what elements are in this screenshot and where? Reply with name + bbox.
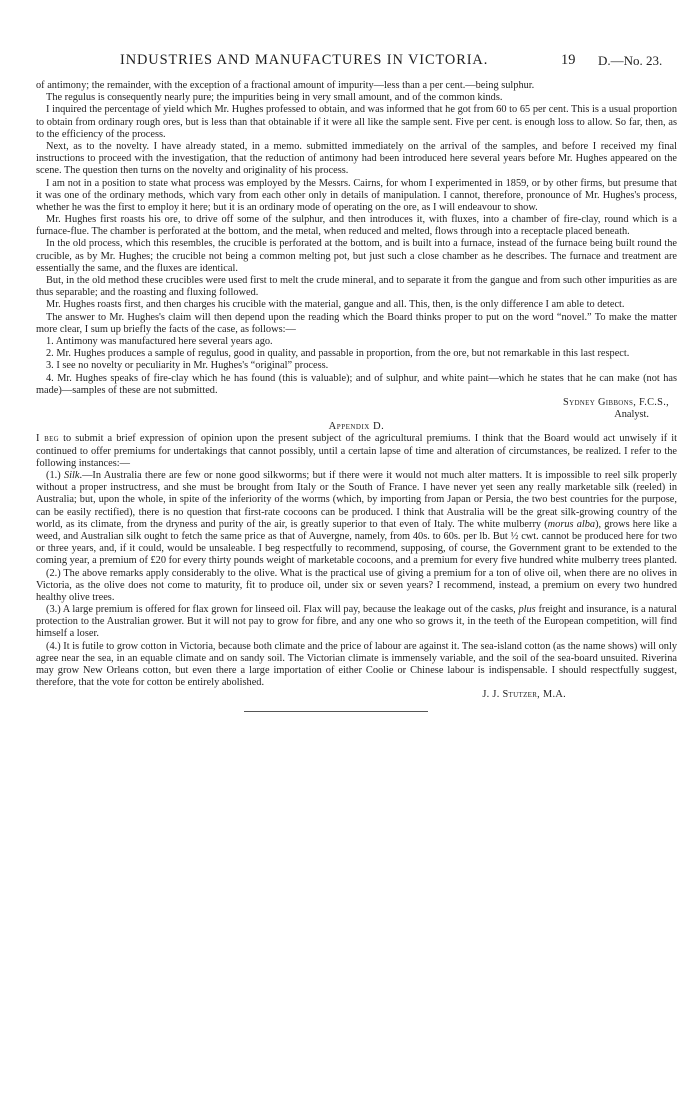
silk-text-1: .—In Australia there are few or none good silkworms; but if there were it would not much alter matters. It is impossible to reel silk properly without a proper instructress, and she must be brought from Italy or the South of France. I have never yet seen any really marketable silk (reeled) in Australia; but, upon the whole, in spite of the inferiority of the worms (which, by importing from Japan or Persia, the two best countries for the purpose, can be easily rectified), there is no question that first-rate cocoons can be produced. I think that Australia will be the great silk-growing country of the world, as its climate, from the dryness and purity of the air, is greatly superior to that even of Italy. The white mulberry (: [36, 470, 677, 530]
report-paragraph: But, in the old method these crucibles were used first to melt the crude mineral, and to separate it from the gangue and from such other impurities as are thus separable; and the roasting and fluxing followed.: [36, 275, 677, 299]
appendix-signature: [36, 689, 677, 701]
analyst-report: [36, 80, 677, 421]
appendix-signature-name: J. J. Stutzer, M.A.: [482, 689, 566, 701]
flax-plus: plus: [518, 604, 536, 616]
report-paragraph: Mr. Hughes roasts first, and then charges his crucible with the material, gangue and all. This, then, is the only difference I am able to detect.: [46, 299, 625, 311]
document-reference: D.—No. 23.: [598, 53, 663, 68]
appendix-intro: [36, 433, 677, 470]
report-paragraph: In the old process, which this resembles, the crucible is perforated at the bottom, and is built into a furnace, instead of the furnace being built round the crucible, as by Mr. Hughes; the crucible not being a common melting pot, but just such a close chamber as he describes. The furnace and treatment are essentially the same, and the fluxes are identical.: [36, 238, 677, 274]
analyst-signature: [36, 397, 677, 409]
appendix-d: [36, 421, 677, 711]
closing-rule: [244, 711, 428, 712]
silk-paragraph: [36, 470, 677, 568]
intro-lead-words: I beg: [36, 433, 60, 445]
report-paragraph: The regulus is consequently nearly pure; the impurities being in very small amount, and of the common kinds.: [46, 92, 503, 104]
report-paragraph: of antimony; the remainder, with the exception of a fractional amount of impurity—less than a per cent.—being sulphur.: [36, 80, 535, 91]
report-paragraph: I inquired the percentage of yield which Mr. Hughes professed to obtain, and was informed that he got from 60 to 65 per cent. This is a usual proportion to obtain from ordinary rough ores, but is less than that obtainable if it were all like the sample sent. Five per cent. is enough loss to allow. So far, then, as to the efficiency of the process.: [36, 104, 677, 140]
olive-paragraph: (2.) The above remarks apply considerably to the olive. What is the practical use of giving a premium for a ton of olive oil, when there are no olives in Victoria, as the olive does not come to maturity, fit to produce oil, under six or seven years? I recommend, instead, a premium on every two hundred healthy olive trees.: [36, 567, 677, 603]
report-paragraph: I am not in a position to state what process was employed by the Messrs. Cairns, for whom I experimented in 1859, or by other firms, but presume that it was one of the ordinary methods, which vary from each other only in details of manipulation. I cannot, therefore, pronounce of Mr. Hughes's process, whether he was the first to employ it here; but it is an ordinary mode of operating on the ore, as I will endeavour to show.: [36, 177, 677, 213]
summary-item: 3. I see no novelty or peculiarity in Mr. Hughes's “original” process.: [46, 360, 329, 372]
silk-number: (1.): [46, 470, 64, 481]
report-paragraph: The answer to Mr. Hughes's claim will then depend upon the reading which the Board thinks proper to put on the word “novel.” To make the matter more clear, I sum up briefly the facts of the case, as follows:—: [36, 311, 677, 335]
cotton-paragraph: (4.) It is futile to grow cotton in Victoria, because both climate and the price of labour are against it. The sea-island cotton (as the name shows) will only agree near the sea, in an equable climate and on sandy soil. The Victorian climate is immensely variable, and the soil of the sea-board unsuited. Riverina may grow New Orleans cotton, but even there a large importation of either Coolie or Chinese labour is indispensable. I should respectfully suggest, therefore, that the vote for cotton be entirely abolished.: [36, 640, 677, 689]
page-header: [120, 52, 700, 72]
summary-item: 2. Mr. Hughes produces a sample of regulus, good in quality, and passable in proportion, from the ore, but not remarkable in this last respect.: [46, 348, 630, 360]
intro-text: to submit a brief expression of opinion upon the present subject of the agricultural premiums. I think that the Board would act unwisely if it continued to offer premiums for undertakings that cannot possibly, until a certain lapse of time and alteration of circumstances, be realized. I refer to the following instances:—: [36, 433, 678, 469]
analyst-title: Analyst.: [614, 409, 649, 421]
summary-item: 4. Mr. Hughes speaks of fire-clay which he has found (this is valuable); and of sulphur, and white paint—which he states that he can make (not has made)—samples of these are not submitted.: [36, 372, 677, 396]
page-body: [36, 80, 677, 712]
report-paragraph: Mr. Hughes first roasts his ore, to drive off some of the sulphur, and then introduces it, with fluxes, into a chamber of fire-clay, round which is a furnace-flue. The chamber is perforated at the bottom, and the metal, when reduced and melted, flows through into a receptacle placed beneath.: [36, 214, 677, 238]
page-number: 19: [561, 52, 576, 68]
silk-text-2: ), grows here like a weed, and Australian silk ought to fetch the same price as that of Auvergne, namely, from 40s. to 60s. per lb. But ½ cwt. cannot be produced here for two or three years, and, if it could, would be unsaleable. I beg respectfully to recommend, supposing, of course, the Government grant to be extended to the coming year, a premium of £20 for every thirty pounds weight of marketable cocoons, and a premium for every five hundred white mulberry trees planted.: [36, 518, 678, 567]
running-title: INDUSTRIES AND MANUFACTURES IN VICTORIA.: [120, 52, 489, 68]
flax-text-2: freight and insurance, is a natural protection to the Australian grower. But it will not pay to grow for fibre, and any one who so grows it, in the teeth of the European competition, will find himself a loser.: [36, 604, 677, 640]
latin-name: morus alba: [547, 518, 596, 530]
flax-paragraph: [36, 604, 677, 641]
flax-text-1: (3.) A large premium is offered for flax grown for linseed oil. Flax will pay, because the leakage out of the casks,: [46, 604, 519, 616]
analyst-name: Sydney Gibbons, F.C.S.,: [563, 396, 669, 408]
report-paragraph: Next, as to the novelty. I have already stated, in a memo. submitted immediately on the arrival of the samples, and before I received my final instructions to proceed with the investigation, that the reduction of antimony had been introduced here several years before Mr. Hughes appeared on the scene. The question then turns on the novelty and originality of his process.: [36, 140, 677, 177]
appendix-heading: Appendix D.: [328, 421, 385, 433]
silk-title: Silk: [63, 470, 80, 481]
summary-item: 1. Antimony was manufactured here several years ago.: [46, 335, 273, 347]
